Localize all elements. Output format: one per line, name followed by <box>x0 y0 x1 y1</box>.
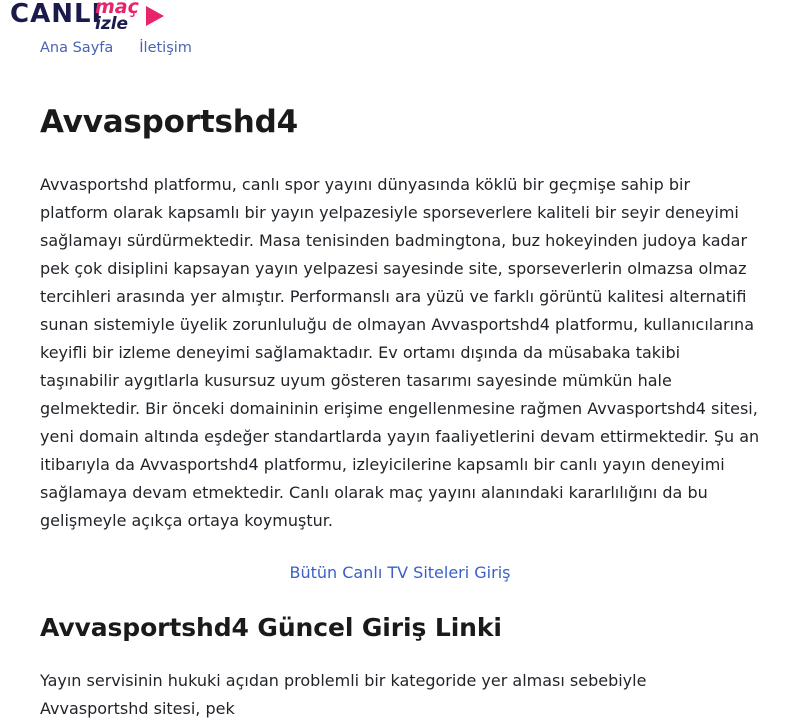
site-logo[interactable] <box>10 0 210 38</box>
all-live-tv-sites-link[interactable]: Bütün Canlı TV Siteleri Giriş <box>289 563 511 583</box>
logo-svg <box>10 0 210 38</box>
article-content <box>0 104 800 723</box>
svg-text:maç: maç <box>95 0 139 18</box>
page-title: Avvasportshd4 <box>40 104 298 140</box>
article-paragraph-2: Yayın servisinin hukuki açıdan problemli bir kategoride yer alması sebebiyle Avvasportshd sitesi, pek <box>40 671 647 719</box>
svg-text:izle: izle <box>95 14 129 34</box>
section-heading: Avvasportshd4 Güncel Giriş Linki <box>40 613 502 643</box>
nav-link-ana-sayfa[interactable]: Ana Sayfa <box>40 40 114 56</box>
inline-link-row <box>40 563 760 582</box>
site-header <box>0 0 800 68</box>
nav-link-iletisim[interactable]: İletişim <box>139 40 192 56</box>
article-paragraph-1: Avvasportshd platformu, canlı spor yayını dünyasında köklü bir geçmişe sahip bir platform olarak kapsamlı bir yayın yelpazesiyle sporseverlere kaliteli bir seyir deneyimi sağlamayı sürdürmektedir. Masa tenisinden badmingtona, buz hokeyinden judoya kadar pek çok disiplini kapsayan yayın yelpazesi sayesinde site, sporseverlerin olmazsa olmaz tercihleri arasında yer almıştır. Performanslı ara yüzü ve farklı görüntü kalitesi alternatifi sunan sistemiyle üyelik zorunluluğu de olmayan Avvasportshd4 platformu, kullanıcılarına keyifli bir izleme deneyimi sağlamaktadır. Ev ortamı dışında da müsabaka takibi taşınabilir aygıtlarla kusursuz uyum gösteren tasarımı sayesinde mümkün hale gelmektedir. Bir önceki domaininin erişime engellenmesine rağmen Avvasportshd4 sitesi, yeni domain altında eşdeğer standartlarda yayın faaliyetlerini devam ettirmektedir. Şu an itibarıyla da Avvasportshd4 platformu, izleyicilerine kapsamlı bir canlı yayın deneyimi sağlamaya devam etmektedir. Canlı olarak maç yayını alanındaki kararlılığını da bu gelişmeyle açıkça ortaya koymuştur. <box>40 175 760 531</box>
main-navigation <box>40 40 192 56</box>
svg-text:CANLI: CANLI <box>10 0 103 29</box>
